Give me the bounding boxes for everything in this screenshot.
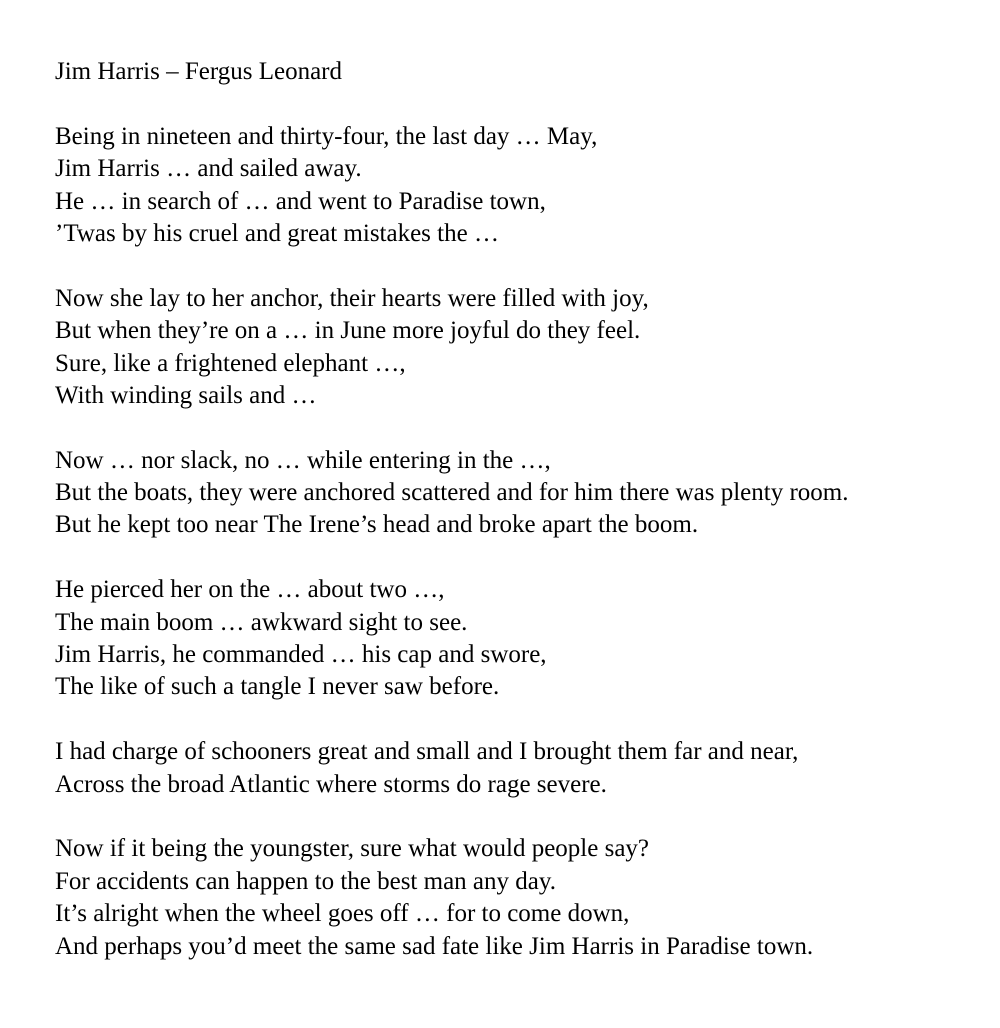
verse-line: I had charge of schooners great and small and I brought them far and near, (55, 738, 799, 766)
stanza-4 (55, 574, 985, 704)
song-title: Jim Harris – Fergus Leonard (55, 58, 342, 85)
verse-line: He … in search of … and went to Paradise town, (55, 187, 546, 215)
verse-line: The like of such a tangle I never saw before. (55, 673, 500, 701)
stanza-3 (55, 445, 985, 542)
stanza-6 (55, 833, 985, 963)
verse-line: With winding sails and … (55, 381, 317, 409)
verse-line: But when they’re on a … in June more joyful do they feel. (55, 317, 641, 345)
verse-line: It’s alright when the wheel goes off … for to come down, (55, 900, 630, 928)
verse-line: Sure, like a frightened elephant …, (55, 349, 406, 377)
verse-line: Now she lay to her anchor, their hearts were filled with joy, (55, 284, 649, 312)
verse-line: Now if it being the youngster, sure what would people say? (55, 835, 650, 863)
stanza-1 (55, 121, 985, 251)
verse-line: The main boom … awkward sight to see. (55, 608, 468, 636)
verse-line: Jim Harris, he commanded … his cap and swore, (55, 641, 547, 669)
verse-line: Now … nor slack, no … while entering in the …, (55, 446, 551, 474)
song-document (55, 56, 985, 963)
verse-line: Jim Harris … and sailed away. (55, 155, 362, 183)
verse-line: Being in nineteen and thirty-four, the last day … May, (55, 122, 598, 150)
verse-line: ’Twas by his cruel and great mistakes the … (55, 219, 499, 247)
verse-line: But he kept too near The Irene’s head and broke apart the boom. (55, 511, 699, 539)
verse-line: And perhaps you’d meet the same sad fate like Jim Harris in Paradise town. (55, 932, 814, 960)
verse-line: For accidents can happen to the best man any day. (55, 867, 556, 895)
verse-line: Across the broad Atlantic where storms do rage severe. (55, 770, 607, 798)
verse-line: He pierced her on the … about two …, (55, 576, 445, 604)
stanza-5 (55, 736, 985, 801)
verse-line: But the boats, they were anchored scattered and for him there was plenty room. (55, 479, 849, 507)
stanza-2 (55, 283, 985, 413)
